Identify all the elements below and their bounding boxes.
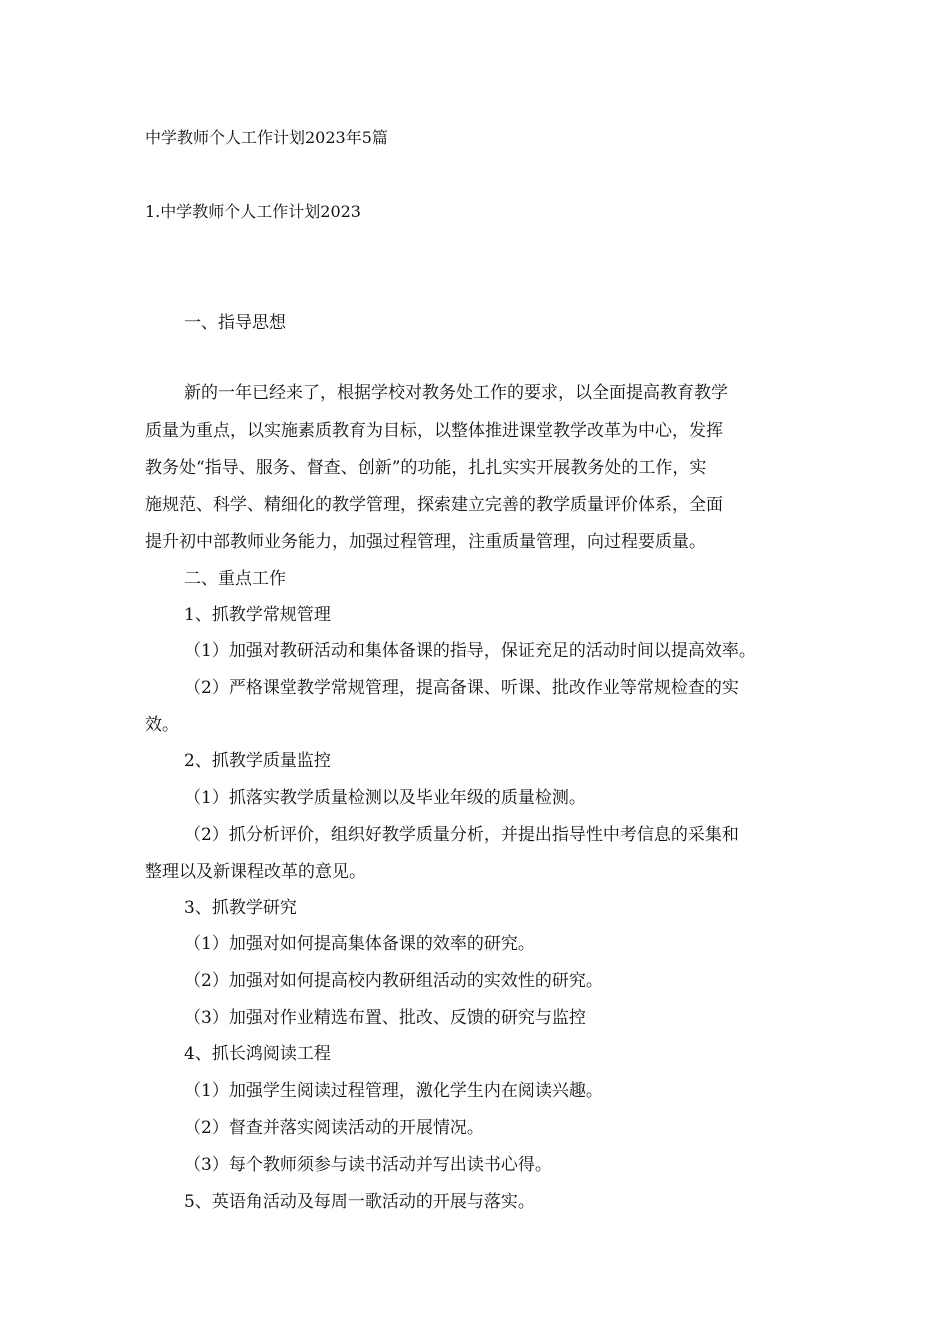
item-5-heading: 5、英语角活动及每周一歌活动的开展与落实。	[184, 1192, 535, 1212]
item-1-1: （1）加强对教研活动和集体备课的指导，保证充足的活动时间以提高效率。	[184, 641, 756, 661]
intro-line-1: 新的一年已经来了，根据学校对教务处工作的要求，以全面提高教育教学	[184, 383, 728, 403]
section-title: 1.中学教师个人工作计划2023	[145, 202, 361, 221]
heading-key-work: 二、重点工作	[184, 569, 286, 589]
item-2-1: （1）抓落实教学质量检测以及毕业年级的质量检测。	[184, 788, 586, 808]
intro-line-3: 教务处“指导、服务、督查、创新”的功能，扎扎实实开展教务处的工作，实	[145, 458, 707, 478]
item-4-1: （1）加强学生阅读过程管理，激化学生内在阅读兴趣。	[184, 1081, 603, 1101]
item-1-2: （2）严格课堂教学常规管理，提高备课、听课、批改作业等常规检查的实	[184, 678, 739, 698]
item-3-2: （2）加强对如何提高校内教研组活动的实效性的研究。	[184, 971, 603, 991]
item-3-heading: 3、抓教学研究	[184, 898, 297, 918]
item-4-3: （3）每个教师须参与读书活动并写出读书心得。	[184, 1155, 552, 1175]
item-2-2: （2）抓分析评价，组织好教学质量分析，并提出指导性中考信息的采集和	[184, 825, 739, 845]
item-4-heading: 4、抓长鸿阅读工程	[184, 1044, 331, 1064]
item-1-heading: 1、抓教学常规管理	[184, 605, 331, 625]
item-2-heading: 2、抓教学质量监控	[184, 751, 331, 771]
intro-line-4: 施规范、科学、精细化的教学管理，探索建立完善的教学质量评价体系，全面	[145, 495, 723, 515]
item-3-1: （1）加强对如何提高集体备课的效率的研究。	[184, 934, 535, 954]
item-4-2: （2）督查并落实阅读活动的开展情况。	[184, 1118, 484, 1138]
item-1-2-continuation: 效。	[145, 715, 179, 735]
intro-line-5: 提升初中部教师业务能力，加强过程管理，注重质量管理，向过程要质量。	[145, 532, 706, 552]
document-title: 中学教师个人工作计划2023年5篇	[145, 128, 388, 147]
item-2-2-continuation: 整理以及新课程改革的意见。	[145, 862, 366, 882]
item-3-3: （3）加强对作业精选布置、批改、反馈的研究与监控	[184, 1008, 586, 1028]
intro-line-2: 质量为重点，以实施素质教育为目标，以整体推进课堂教学改革为中心，发挥	[145, 421, 723, 441]
heading-guiding-ideology: 一、指导思想	[184, 313, 286, 333]
